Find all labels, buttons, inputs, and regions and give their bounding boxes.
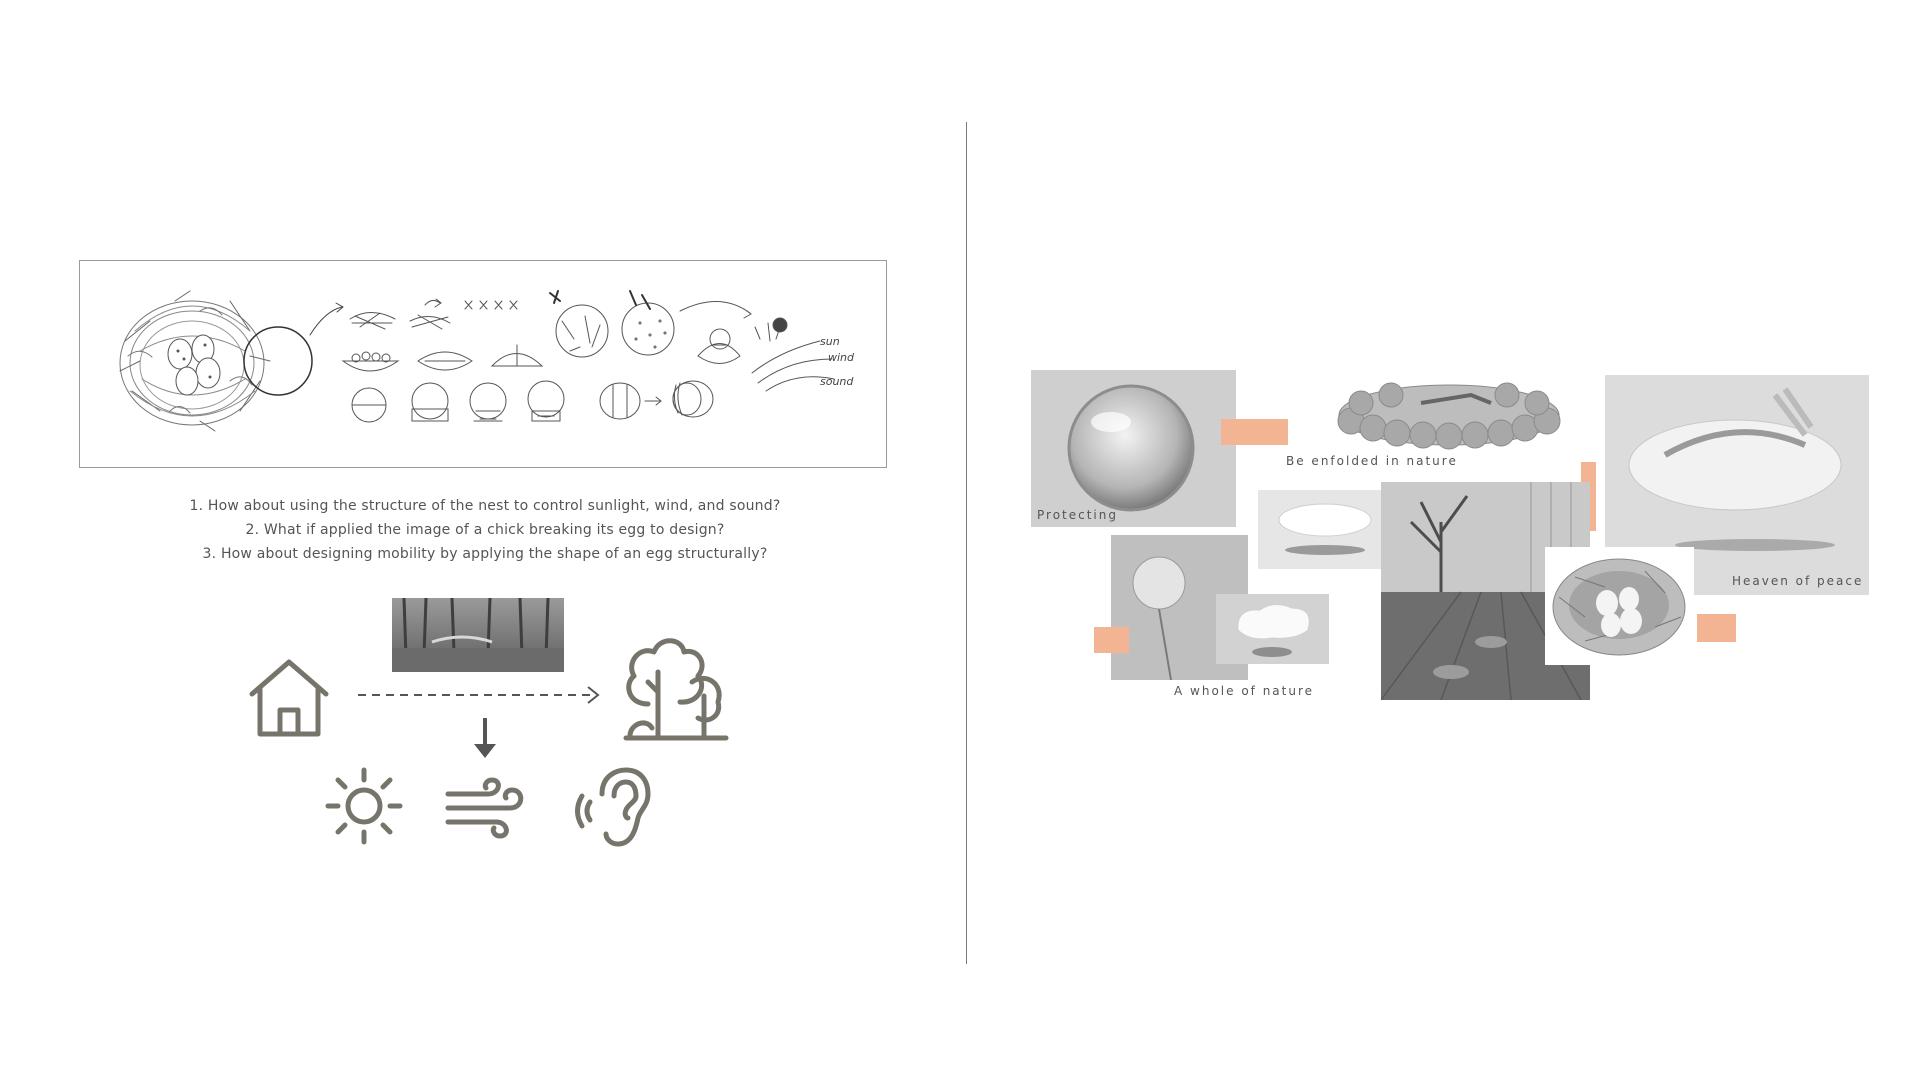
design-questions (120, 494, 850, 566)
accent-block-1 (1221, 419, 1288, 445)
ear-icon (572, 766, 652, 848)
trees-icon (618, 632, 730, 742)
sound-annotation: sound (820, 375, 854, 388)
house-icon (246, 654, 332, 740)
pebble-chair-photo (1216, 594, 1329, 664)
wind-icon (444, 776, 526, 840)
accent-block-3 (1094, 627, 1129, 653)
label-heaven-of-peace: Heaven of peace (1732, 574, 1864, 588)
question-3: 3. How about designing mobility by applying the shape of an egg structurally? (202, 546, 768, 562)
nest-photo (1545, 547, 1694, 665)
forest-photo (392, 598, 564, 672)
question-2: 2. What if applied the image of a chick breaking its egg to design? (245, 522, 725, 538)
white-pod-photo (1258, 490, 1392, 569)
sun-annotation: sun (820, 335, 840, 348)
page-divider (966, 122, 967, 964)
sun-icon (324, 766, 404, 846)
label-protecting: Protecting (1037, 508, 1118, 522)
bubble-photo (1031, 370, 1236, 527)
accent-block-4 (1697, 614, 1736, 642)
nest-illustration (120, 291, 270, 431)
question-1: 1. How about using the structure of the nest to control sunlight, wind, and sound? (189, 498, 781, 514)
bead-sofa-photo (1331, 373, 1568, 458)
label-a-whole-of-nature: A whole of nature (1174, 684, 1315, 698)
dashed-arrow-icon (356, 684, 604, 706)
down-arrow-icon (470, 716, 500, 762)
nest-sketch-drawing (80, 261, 886, 467)
nest-sketch-panel (79, 260, 887, 468)
label-be-enfolded: Be enfolded in nature (1286, 454, 1458, 468)
wind-annotation: wind (828, 351, 855, 364)
